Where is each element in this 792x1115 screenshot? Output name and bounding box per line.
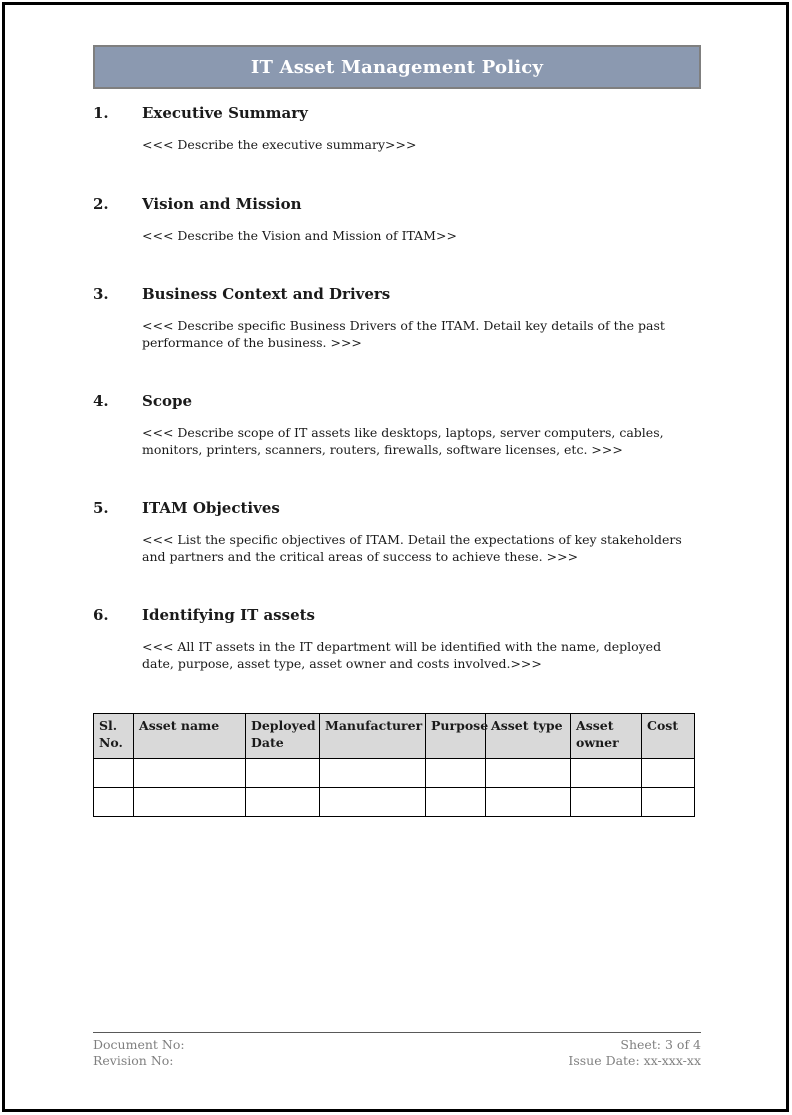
page-footer [93,1032,701,1069]
sections [93,104,701,672]
table-cell [642,788,695,817]
col-header-manufacturer: Manufacturer [320,714,426,759]
col-header-cost: Cost [642,714,695,759]
table-cell [94,759,134,788]
revision-no-label: Revision No: [93,1053,174,1068]
section-body: <<< Describe specific Business Drivers of the ITAM. Detail key details of the past performance of the business. >>> [142,318,665,350]
document-no-label: Document No: [93,1037,185,1052]
section-number: 2. [93,194,109,213]
section-number: 6. [93,606,109,624]
section-body: <<< Describe scope of IT assets like desktops, laptops, server computers, cables, monitors, printers, scanners, routers, firewalls, software licenses, etc. >>> [142,425,664,457]
section-title: Business Context and Drivers [142,285,391,303]
section-body: <<< Describe the Vision and Mission of ITAM>> [142,227,457,243]
table-cell [246,788,320,817]
section-heading [93,392,701,410]
section-body: <<< All IT assets in the IT department will be identified with the name, deployed date, purpose, asset type, asset owner and costs involved.>>> [142,639,662,671]
issue-date-label: Issue Date: xx-xxx-xx [568,1053,701,1068]
section-vision-and-mission [93,195,701,245]
section-number: 5. [93,499,109,517]
section-title: Identifying IT assets [142,606,315,624]
section-number: 1. [93,104,109,122]
col-header-asset-type: Asset type [486,714,571,759]
title-banner [93,45,701,89]
footer-right [568,1037,701,1069]
footer-left [93,1037,185,1069]
section-heading [93,104,701,122]
col-header-purpose: Purpose [426,714,486,759]
section-identifying-it-assets [93,606,701,672]
section-itam-objectives [93,499,701,565]
table-cell [94,788,134,817]
table-cell [134,759,246,788]
sheet-number-label: Sheet: 3 of 4 [620,1037,701,1052]
table-cell [246,759,320,788]
section-scope [93,392,701,458]
section-heading [93,499,701,517]
section-heading [93,285,701,303]
col-header-asset-owner: Asset owner [571,714,642,759]
table-cell [426,788,486,817]
section-heading [93,606,701,624]
table-cell [571,759,642,788]
table-cell [642,759,695,788]
page-border [2,2,789,1112]
table-cell [320,759,426,788]
section-heading [93,195,701,213]
col-header-deployed-date: Deployed Date [246,714,320,759]
section-number: 4. [93,392,109,410]
table-row [94,788,695,817]
col-header-sl-no: Sl. No. [94,714,134,759]
section-body: <<< List the specific objectives of ITAM. Detail the expectations of key stakeholders and partners and the critical areas of success to achieve these. >>> [142,532,682,564]
asset-identification-table [93,713,695,817]
section-title: ITAM Objectives [142,499,280,517]
table-cell [134,788,246,817]
table-cell [320,788,426,817]
section-body: <<< Describe the executive summary>>> [142,137,417,152]
table-cell [486,759,571,788]
page-title: IT Asset Management Policy [250,56,544,78]
table-cell [571,788,642,817]
table-row [94,759,695,788]
col-header-asset-name: Asset name [134,714,246,759]
section-business-context-and-drivers [93,285,701,351]
section-title: Vision and Mission [142,194,302,213]
table-header-row [94,714,695,759]
section-title: Executive Summary [142,104,308,122]
section-executive-summary [93,104,701,154]
section-title: Scope [142,392,193,410]
page-content [93,5,701,817]
table-cell [426,759,486,788]
section-number: 3. [93,285,109,303]
table-cell [486,788,571,817]
